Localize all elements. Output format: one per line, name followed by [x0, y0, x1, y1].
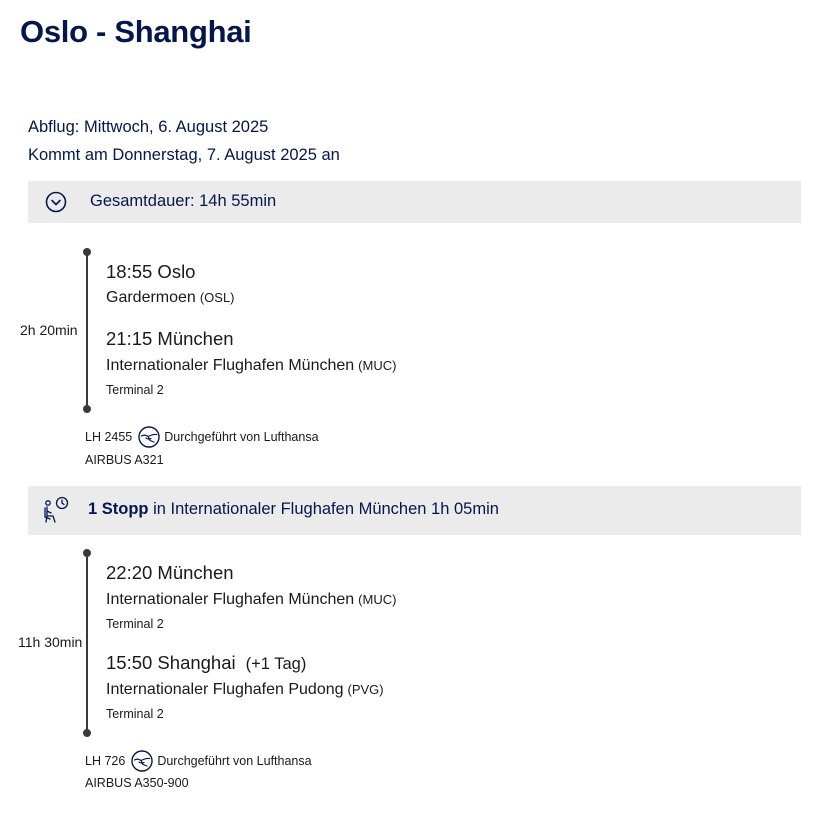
arrival-airport — [106, 357, 396, 375]
flight-info — [85, 750, 312, 772]
arrival-terminal: Terminal 2 — [106, 707, 164, 721]
arrival-time-city-text: 15:50 Shanghai — [106, 652, 236, 673]
timeline-end-dot — [83, 405, 91, 413]
aircraft-type: AIRBUS A350-900 — [85, 776, 189, 790]
total-duration-bar — [28, 181, 801, 223]
departure-terminal: Terminal 2 — [106, 617, 164, 631]
airport-code: (OSL) — [199, 290, 235, 305]
airport-code: (MUC) — [358, 592, 397, 607]
flight-number: LH 2455 — [85, 430, 133, 444]
timeline-line — [86, 252, 88, 409]
arrival-airport — [106, 681, 384, 699]
total-duration-label: Gesamtdauer: 14h 55min — [90, 192, 277, 210]
waiting-passenger-icon — [42, 495, 72, 530]
layover-label — [88, 500, 499, 519]
aircraft-type: AIRBUS A321 — [85, 453, 164, 467]
clock-icon — [45, 191, 67, 218]
segment-duration: 2h 20min — [20, 322, 78, 338]
airport-name: Gardermoen — [106, 289, 196, 306]
flight-info — [85, 426, 319, 448]
departure-date: Abflug: Mittwoch, 6. August 2025 — [28, 118, 269, 136]
departure-time-city: 18:55 Oslo — [106, 261, 196, 282]
arrival-terminal: Terminal 2 — [106, 383, 164, 397]
next-day-badge: (+1 Tag) — [245, 655, 307, 673]
layover-bar — [28, 486, 801, 535]
departure-time-city: 22:20 München — [106, 562, 234, 583]
lufthansa-crane-logo — [131, 750, 153, 772]
airport-name: Internationaler Flughafen München — [106, 357, 355, 374]
arrival-date: Kommt am Donnerstag, 7. August 2025 an — [28, 146, 340, 164]
arrival-time-city — [106, 652, 306, 674]
layover-prefix: in — [153, 500, 166, 518]
lufthansa-crane-logo — [138, 426, 160, 448]
timeline-end-dot — [83, 729, 91, 737]
operated-by: Durchgeführt von Lufthansa — [157, 754, 312, 768]
departure-airport — [106, 289, 235, 307]
stop-count: 1 Stopp — [88, 500, 149, 518]
arrival-time-city: 21:15 München — [106, 328, 234, 349]
segment-duration: 11h 30min — [18, 634, 83, 650]
page-title: Oslo - Shanghai — [20, 14, 252, 49]
airport-code: (PVG) — [347, 682, 384, 697]
airport-name: Internationaler Flughafen Pudong — [106, 681, 344, 698]
flight-number: LH 726 — [85, 754, 126, 768]
airport-code: (MUC) — [358, 358, 397, 373]
operated-by: Durchgeführt von Lufthansa — [164, 430, 319, 444]
timeline-line — [86, 553, 88, 733]
departure-airport — [106, 591, 396, 609]
layover-location-duration: Internationaler Flughafen München 1h 05min — [170, 500, 499, 518]
airport-name: Internationaler Flughafen München — [106, 591, 355, 608]
